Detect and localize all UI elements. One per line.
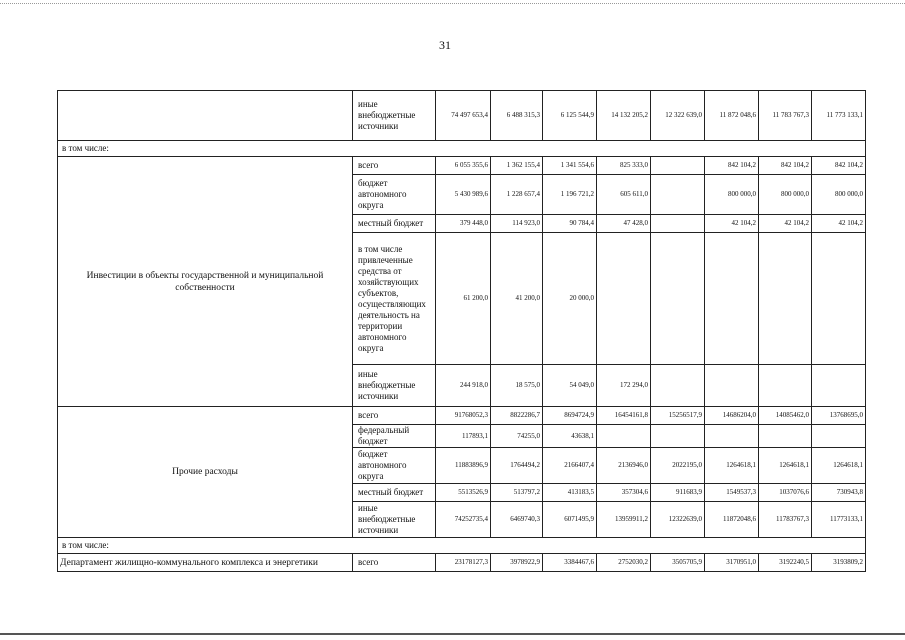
amount-cell: [812, 233, 866, 365]
amount-cell: 91768052,3: [436, 407, 491, 425]
amount-cell: 13768695,0: [812, 407, 866, 425]
funding-source: иные внебюджетные источники: [353, 502, 436, 538]
amount-cell: 42 104,2: [705, 215, 759, 233]
amount-cell: 6071495,9: [543, 502, 597, 538]
amount-cell: 11 773 133,1: [812, 91, 866, 141]
amount-cell: 800 000,0: [705, 175, 759, 215]
row-group-title: [58, 91, 353, 141]
page-number: 31: [439, 38, 451, 52]
amount-cell: 14686204,0: [705, 407, 759, 425]
amount-cell: 74252735,4: [436, 502, 491, 538]
amount-cell: 11773133,1: [812, 502, 866, 538]
amount-cell: [759, 233, 812, 365]
funding-source: местный бюджет: [353, 484, 436, 502]
amount-cell: 842 104,2: [759, 157, 812, 175]
amount-cell: 605 611,0: [597, 175, 651, 215]
amount-cell: 114 923,0: [491, 215, 543, 233]
amount-cell: 6 488 315,3: [491, 91, 543, 141]
amount-cell: 74 497 653,4: [436, 91, 491, 141]
section-row: [58, 538, 866, 554]
amount-cell: 18 575,0: [491, 365, 543, 407]
amount-cell: 825 333,0: [597, 157, 651, 175]
amount-cell: 730943,8: [812, 484, 866, 502]
row-group-title: Прочие расходы: [58, 407, 353, 538]
amount-cell: [651, 175, 705, 215]
amount-cell: [651, 233, 705, 365]
amount-cell: 42 104,2: [759, 215, 812, 233]
amount-cell: 3384467,6: [543, 554, 597, 572]
section-label: в том числе:: [58, 141, 866, 157]
section-label: в том числе:: [58, 538, 866, 554]
amount-cell: 1264618,1: [759, 448, 812, 484]
amount-cell: 1 341 554,6: [543, 157, 597, 175]
funding-source: иные внебюджетные источники: [353, 91, 436, 141]
amount-cell: 1764494,2: [491, 448, 543, 484]
table-row: [58, 157, 866, 175]
amount-cell: [705, 233, 759, 365]
row-group-title: Инвестиции в объекты государственной и муниципальной собственности: [58, 157, 353, 407]
amount-cell: 3170951,0: [705, 554, 759, 572]
amount-cell: 23178127,3: [436, 554, 491, 572]
amount-cell: 6469740,3: [491, 502, 543, 538]
amount-cell: 1549537,3: [705, 484, 759, 502]
amount-cell: [812, 425, 866, 448]
amount-cell: 11 783 767,3: [759, 91, 812, 141]
amount-cell: 41 200,0: [491, 233, 543, 365]
amount-cell: 1264618,1: [705, 448, 759, 484]
amount-cell: 3978922,9: [491, 554, 543, 572]
amount-cell: 244 918,0: [436, 365, 491, 407]
row-group-title: Департамент жилищно-коммунального комплекса и энергетики: [58, 554, 353, 572]
amount-cell: 90 784,4: [543, 215, 597, 233]
amount-cell: 357304,6: [597, 484, 651, 502]
amount-cell: 42 104,2: [812, 215, 866, 233]
amount-cell: 16454161,8: [597, 407, 651, 425]
amount-cell: 5 430 989,6: [436, 175, 491, 215]
amount-cell: [651, 157, 705, 175]
amount-cell: 2166407,4: [543, 448, 597, 484]
amount-cell: 54 049,0: [543, 365, 597, 407]
amount-cell: [759, 365, 812, 407]
amount-cell: 12 322 639,0: [651, 91, 705, 141]
amount-cell: 172 294,0: [597, 365, 651, 407]
scan-bottom-edge: [0, 633, 905, 635]
funding-source: бюджет автономного округа: [353, 448, 436, 484]
amount-cell: [759, 425, 812, 448]
amount-cell: 2136946,0: [597, 448, 651, 484]
table-row: [58, 554, 866, 572]
budget-table: [57, 90, 866, 572]
amount-cell: 14085462,0: [759, 407, 812, 425]
amount-cell: 5513526,9: [436, 484, 491, 502]
amount-cell: 11883896,9: [436, 448, 491, 484]
amount-cell: 43638,1: [543, 425, 597, 448]
amount-cell: 3505705,9: [651, 554, 705, 572]
amount-cell: [597, 425, 651, 448]
amount-cell: 3193809,2: [812, 554, 866, 572]
amount-cell: 47 428,0: [597, 215, 651, 233]
amount-cell: [705, 365, 759, 407]
funding-source: всего: [353, 554, 436, 572]
amount-cell: 11 872 048,6: [705, 91, 759, 141]
funding-source: федеральный бюджет: [353, 425, 436, 448]
amount-cell: [812, 365, 866, 407]
amount-cell: [651, 215, 705, 233]
table-row: [58, 407, 866, 425]
amount-cell: 61 200,0: [436, 233, 491, 365]
amount-cell: 800 000,0: [759, 175, 812, 215]
amount-cell: 14 132 205,2: [597, 91, 651, 141]
amount-cell: 74255,0: [491, 425, 543, 448]
amount-cell: 1 362 155,4: [491, 157, 543, 175]
funding-source: всего: [353, 407, 436, 425]
amount-cell: 842 104,2: [812, 157, 866, 175]
amount-cell: 842 104,2: [705, 157, 759, 175]
amount-cell: 12322639,0: [651, 502, 705, 538]
funding-source: иные внебюджетные источники: [353, 365, 436, 407]
amount-cell: 20 000,0: [543, 233, 597, 365]
section-row: [58, 141, 866, 157]
amount-cell: 413183,5: [543, 484, 597, 502]
table-row: [58, 91, 866, 141]
table-body: [58, 91, 866, 572]
amount-cell: 1 228 657,4: [491, 175, 543, 215]
amount-cell: 6 125 544,9: [543, 91, 597, 141]
amount-cell: 8694724,9: [543, 407, 597, 425]
amount-cell: 513797,2: [491, 484, 543, 502]
amount-cell: 800 000,0: [812, 175, 866, 215]
amount-cell: 1264618,1: [812, 448, 866, 484]
amount-cell: 11783767,3: [759, 502, 812, 538]
amount-cell: 2022195,0: [651, 448, 705, 484]
funding-source: всего: [353, 157, 436, 175]
amount-cell: 15256517,9: [651, 407, 705, 425]
funding-source: бюджет автономного округа: [353, 175, 436, 215]
amount-cell: 8822286,7: [491, 407, 543, 425]
amount-cell: 1037076,6: [759, 484, 812, 502]
amount-cell: [651, 365, 705, 407]
amount-cell: [597, 233, 651, 365]
amount-cell: 11872048,6: [705, 502, 759, 538]
amount-cell: [651, 425, 705, 448]
amount-cell: 6 055 355,6: [436, 157, 491, 175]
amount-cell: [705, 425, 759, 448]
amount-cell: 117893,1: [436, 425, 491, 448]
funding-source: в том числе привлеченные средства от хозяйствующих субъектов, осуществляющих деятельность на территории автономного округа: [353, 233, 436, 365]
scan-top-edge: [0, 3, 905, 4]
amount-cell: 2752030,2: [597, 554, 651, 572]
amount-cell: 3192240,5: [759, 554, 812, 572]
amount-cell: 1 196 721,2: [543, 175, 597, 215]
amount-cell: 13959911,2: [597, 502, 651, 538]
amount-cell: 379 448,0: [436, 215, 491, 233]
amount-cell: 911683,9: [651, 484, 705, 502]
funding-source: местный бюджет: [353, 215, 436, 233]
